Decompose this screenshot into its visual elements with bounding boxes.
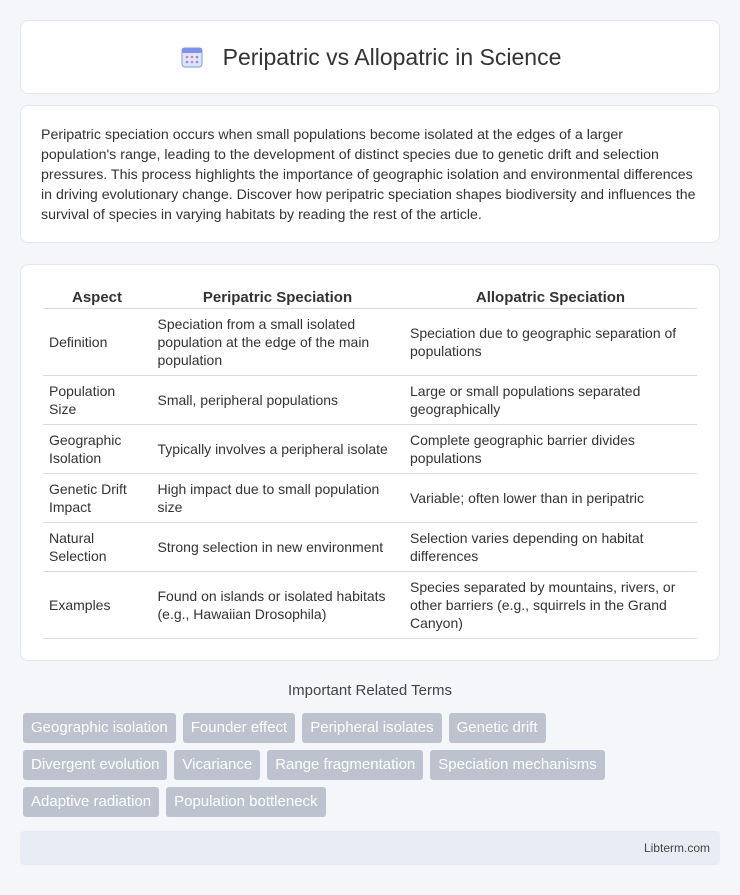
table-cell-allopatric: Speciation due to geographic separation of populations [404,309,697,376]
column-header-peripatric: Peripatric Speciation [151,283,404,309]
tag-founder-effect[interactable]: Founder effect [183,713,295,743]
page-title: Peripatric vs Allopatric in Science [222,43,562,70]
table-row [43,425,697,474]
table-cell-allopatric: Large or small populations separated geographically [404,376,697,425]
tag-row [23,787,723,817]
comparison-table [43,283,697,639]
table-cell-aspect: Definition [43,309,151,376]
table-cell-aspect: Natural Selection [43,523,151,572]
table-cell-aspect: Genetic Drift Impact [43,474,151,523]
table-cell-peripatric: High impact due to small population size [151,474,404,523]
table-cell-peripatric: Typically involves a peripheral isolate [151,425,404,474]
tag-population-bottleneck[interactable]: Population bottleneck [166,787,325,817]
table-row [43,309,697,376]
footer-site-link[interactable]: Libterm.com [643,841,710,855]
table-row [43,523,697,572]
table-row [43,376,697,425]
tag-adaptive-radiation[interactable]: Adaptive radiation [23,787,159,817]
table-cell-peripatric: Strong selection in new environment [151,523,404,572]
tag-row [23,713,723,743]
tag-speciation-mechanisms[interactable]: Speciation mechanisms [430,750,604,780]
title-wrap [179,44,562,71]
table-cell-aspect: Population Size [43,376,151,425]
tag-genetic-drift[interactable]: Genetic drift [449,713,546,743]
intro-paragraph: Peripatric speciation occurs when small populations become isolated at the edges of a larger population's range, leading to the development of distinct species due to genetic drift and selection pressures. This process highlights the importance of geographic isolation and environmental differences in driving evolutionary change. Discover how peripatric speciation shapes biodiversity and influences the survival of species in varying habitats by reading the rest of the article. [41,127,696,223]
table-cell-peripatric: Small, peripheral populations [151,376,404,425]
tag-peripheral-isolates[interactable]: Peripheral isolates [302,713,441,743]
calendar-grid-icon [179,44,205,70]
tag-divergent-evolution[interactable]: Divergent evolution [23,750,167,780]
related-terms-title: Important Related Terms [288,682,452,699]
column-header-aspect: Aspect [43,283,151,309]
tag-row [23,750,723,780]
table-cell-aspect: Geographic Isolation [43,425,151,474]
table-cell-allopatric: Species separated by mountains, rivers, or other barriers (e.g., squirrels in the Grand Canyon) [404,572,697,639]
tag-geographic-isolation[interactable]: Geographic isolation [23,713,176,743]
comparison-table-card [20,264,720,661]
tag-range-fragmentation[interactable]: Range fragmentation [267,750,423,780]
table-cell-peripatric: Speciation from a small isolated population at the edge of the main population [151,309,404,376]
table-cell-allopatric: Variable; often lower than in peripatric [404,474,697,523]
table-cell-aspect: Examples [43,572,151,639]
footer [20,831,720,865]
related-terms-tags [23,713,723,824]
table-row [43,474,697,523]
table-header-row [43,283,697,309]
table-cell-peripatric: Found on islands or isolated habitats (e.g., Hawaiian Drosophila) [151,572,404,639]
column-header-allopatric: Allopatric Speciation [404,283,697,309]
intro-card [20,105,720,243]
table-cell-allopatric: Selection varies depending on habitat differences [404,523,697,572]
header-card [20,20,720,94]
tag-vicariance[interactable]: Vicariance [174,750,260,780]
table-row [43,572,697,639]
table-cell-allopatric: Complete geographic barrier divides populations [404,425,697,474]
